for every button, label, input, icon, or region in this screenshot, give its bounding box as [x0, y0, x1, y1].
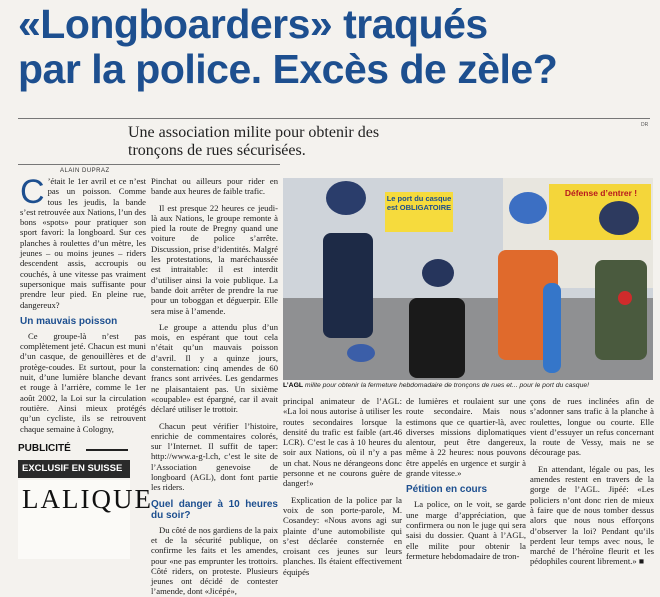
col2-paragraph-2: Il est presque 22 heures ce jeudi-là aux Nations, le groupe remonte à pied la route de Pregny quand une voiture de police s’arrête. Discussion, prise d’identités. Malgré les protestations, la maréchaussée est intraitable: il est interdit d’utiliser ainsi la voie publique. La bande doit arrêter de prendre la rue pour un toboggan et déguerpir. Elle sera mise à l’amende.	[151, 202, 278, 316]
subheading-petition: Pétition en cours	[406, 484, 488, 496]
col1-paragraph-1: ’était le 1er avril et ce n’est pas un poisson. Comme tous les jeudis, la bande s’est retrouvée aux Nations, l’un des bons «spots» pour pratiquer son sport favori: la longboard. Sur ces planches à roulettes d’un mètre, les jeunes – ou moins jeunes – riders descendent assis, accroupis ou couchés, à une vitesse pas vraiment supersonique mais suffisante pour prendre leur pied. En pleine rue, dangereux?	[20, 176, 146, 310]
photo-credit: DR	[641, 122, 649, 128]
headline-line-1: «Longboarders» traqués	[18, 1, 488, 47]
ad-brand: LALIQUE	[18, 480, 130, 559]
col4-paragraph-2: La police, on le voit, se garde une marge d’appréciation, que confirmera ou non le juge qui sera saisi du dossier. Quant à l’AGL, elle milite pour obtenir la fermeture hebdomadaire de tron-	[406, 499, 526, 561]
subheading-quel-danger: Quel danger à 10 heures du soir?	[151, 498, 278, 521]
caption-text: milite pour obtenir la fermeture hebdomadaire de tronçons de rues et... pour le port du casque!	[304, 382, 590, 389]
advertising-rule	[86, 449, 128, 451]
col1-paragraph-2: Ce groupe-là n’est pas complètement jeté. Chacun est muni d’un casque, de genouillères et de protège-coudes. Et surtout, pour la nuit, d’une lumière blanche devant et rouge à l’arrière, comme le 1er août 2002, la Loi sur la circulation routière. Ainsi mieux protégés qu’un cycliste, ils se retrouvent chaque semaine à Cologny,	[20, 330, 146, 434]
col2-paragraph-4: Chacun peut vérifier l’histoire, enrichie de commentaires colorés, sur l’Internet. Il suffit de taper: http://www.a-g-l.ch, c’est le site de l’Association genevoise de longboard (AGL), dont font partie les riders.	[151, 420, 278, 493]
col3-paragraph-2: Explication de la police par la voix de son porte-parole, M. Cosandey: «Nous avons agi sur plainte d’une automobiliste qui s’est déclarée consternée en croisant ces jeunes sur leurs planches. Ils étaient effectivement équipés	[283, 494, 402, 577]
ad-banner: EXCLUSIF EN SUISSE	[18, 460, 130, 478]
headline-line-2: par la police. Excès de zèle?	[18, 46, 558, 92]
photo-sign-entry: Défense d’entrer !	[564, 188, 638, 198]
col2-paragraph-1: Pinchat ou ailleurs pour rider en bande aux heures de faible trafic.	[151, 176, 278, 197]
subheading-mauvais-poisson: Un mauvais poisson	[20, 315, 118, 327]
riders-illustration	[283, 178, 653, 380]
byline: ALAIN DUPRAZ	[60, 168, 110, 174]
article-column-1	[20, 173, 146, 446]
article-column-4	[406, 396, 526, 559]
col2-paragraph-3: Le groupe a attendu plus d’un mois, en espérant que tout cela n’était qu’un mauvais poisson d’avril. Il y a quinze jours, consternation: cinq amendes de 60 francs sont arrivées. Les gendarmes ne plaisantaient pas. Un sixième «coupable» est épargné, car il avait déclaré utiliser le trottoir.	[151, 321, 278, 415]
article-column-5	[530, 396, 654, 567]
headline-divider	[18, 118, 650, 119]
article-column-2	[151, 176, 278, 597]
col5-paragraph-1: çons de rues inclinées afin de s’adonner sans trafic à la planche à roulettes, longue ou courte. Elle vient d’essuyer un refus concernant la route de Vessy, mais ne se décourage pas.	[530, 396, 654, 458]
col3-paragraph-1: principal animateur de l’AGL: «La loi nous autorise à utiliser les routes secondaires lorsque la densité du trafic est faible (art.46 LCR). C’est le cas à 10 heures du soir aux Nations, où il n’y a pas un chat. Nous ne dérangeons donc personne et ne courons guère de danger!»	[283, 396, 402, 489]
article-photo	[283, 178, 653, 380]
byline-rule	[18, 164, 280, 165]
col4-paragraph-1: de lumières et roulaient sur une route secondaire. Mais nous estimons que ce quartier-là, avec diverses missions diplomatiques alentour, peut être dangereux, même à 22 heures: nous pouvons être appelés en urgence et surgir à grande vitesse.»	[406, 396, 526, 479]
advertising-label-text: PUBLICITÉ	[18, 443, 71, 454]
col2-paragraph-5: Du côté de nos gardiens de la paix et de la sécurité publique, on confirme les faits et les amendes, pour «ne pas emprunter les trottoirs. Côté riders, on proteste. Plusieurs jeunes ont décidé de contester l’amende, dont «Jicépé»,	[151, 524, 278, 597]
photo-sign-helmet: Le port du casque est OBLIGATOIRE	[386, 194, 452, 212]
article-dek: Une association milite pour obtenir des tronçons de rues sécurisées.	[128, 124, 380, 159]
dropcap: C	[20, 173, 45, 211]
col5-paragraph-2: En attendant, légale ou pas, les amendes restent en travers de la gorge de l’AGL. Jipéé: «Les policiers n’ont donc rien de mieux à faire que de nous tomber dessus alors que nous nous efforçons d’observer la loi? Pendant qu’ils perdent leur temps avec nous, le marché de l’héroïne fleurit et les pédophiles courent librement.» ■	[530, 463, 654, 567]
photo-caption	[283, 382, 655, 390]
caption-lead: L’AGL	[283, 382, 304, 389]
advertising-label	[18, 443, 128, 457]
headline	[18, 2, 648, 92]
article-column-3	[283, 396, 402, 577]
